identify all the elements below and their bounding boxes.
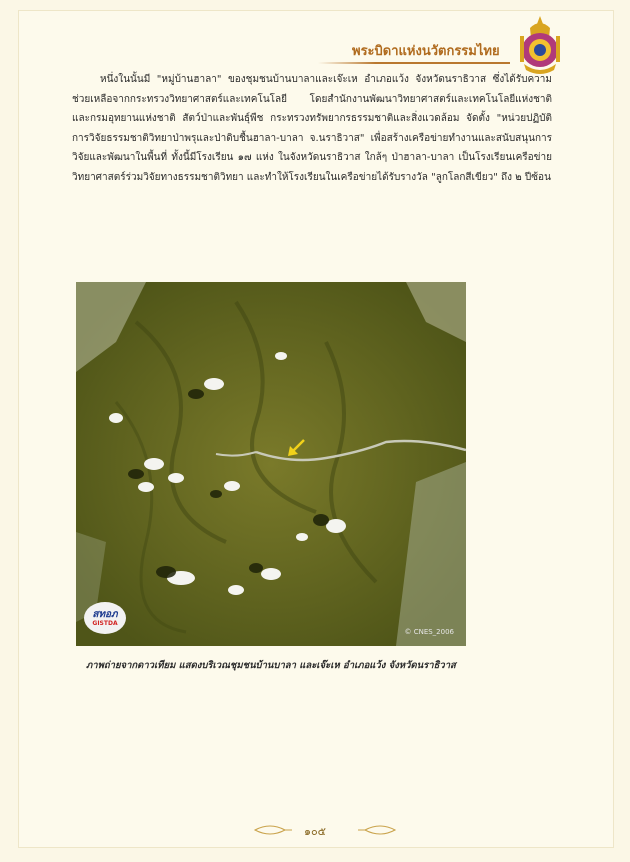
photo-copyright: © CNES_2006: [404, 628, 454, 636]
header-divider: [318, 62, 510, 64]
body-paragraph: หนึ่งในนั้นมี "หมู่บ้านฮาลา" ของชุมชนบ้านบาลาและเจ๊ะเห อำเภอแว้ง จังหวัดนราธิวาส ซึ่งได้รับความช่วยเหลือจากกระทรวงวิทยาศาสตร์และเทคโนโลยี โดยสำนักงานพัฒนาวิทยาศาสตร์และเทคโนโลยีแห่งชาติ และกรมอุทยานแห่งชาติ สัตว์ป่าและพันธุ์พืช กระทรวงทรัพยากรธรรมชาติและสิ่งแวดล้อม จัดตั้ง "หน่วยปฏิบัติการวิจัยธรรมชาติวิทยาป่าพรุและป่าดิบชื้นฮาลา-บาลา จ.นราธิวาส" เพื่อสร้างเครือข่ายทำงานและสนับสนุนการวิจัยและพัฒนาในพื้นที่ ทั้งนี้มีโรงเรียน ๑๗ แห่ง ในจังหวัดนราธิวาส ใกล้ๆ ป่าฮาลา-บาลา เป็นโรงเรียนเครือข่ายวิทยาศาสตร์ร่วมวิจัยทางธรรมชาติวิทยา และทำให้โรงเรียนในเครือข่ายได้รับรางวัล "ลูกโลกสีเขียว" ถึง ๒ ปีซ้อน: [72, 74, 552, 183]
page-number: ๑๐๕: [303, 825, 327, 838]
logo-subtext: GISTDA: [92, 620, 118, 627]
gistda-logo: [84, 602, 126, 634]
logo-text: สทอภ: [92, 609, 118, 620]
royal-emblem-icon: [516, 14, 564, 76]
header-title: พระบิดาแห่งนวัตกรรมไทย: [352, 44, 500, 59]
photo-caption: ภาพถ่ายจากดาวเทียม แสดงบริเวณชุมชนบ้านบาลา และเจ๊ะเห อำเภอแว้ง จังหวัดนราธิวาส: [86, 660, 456, 671]
satellite-photo: [76, 282, 466, 646]
